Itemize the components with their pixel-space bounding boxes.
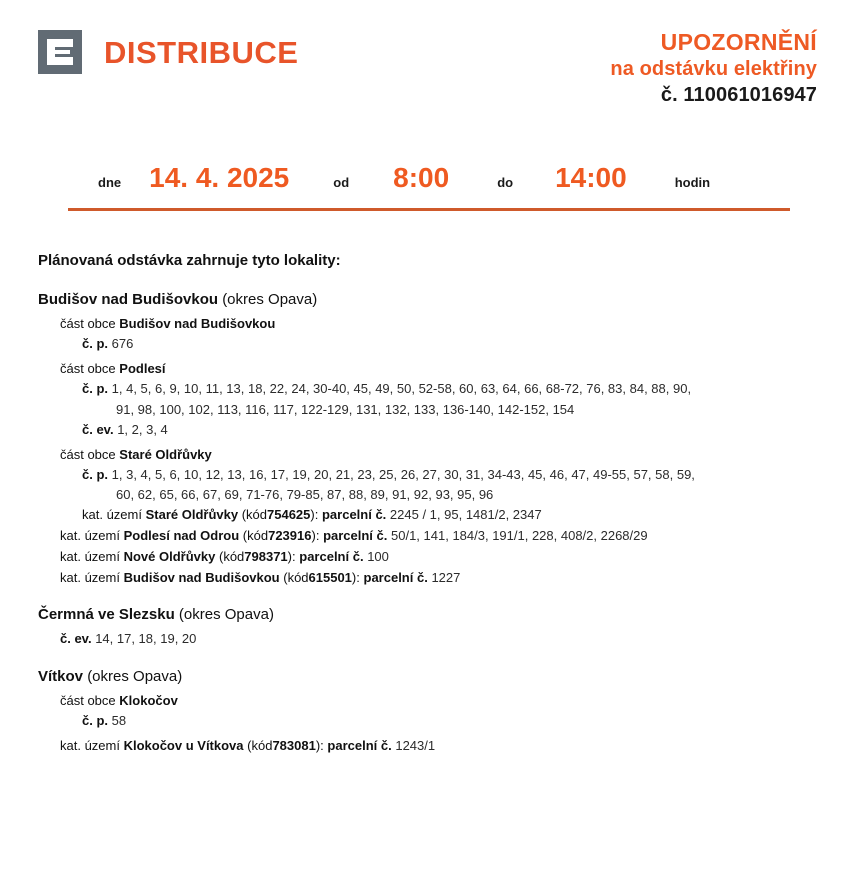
municipality-name: Vítkov bbox=[38, 667, 84, 685]
cadastral-name: Budišov nad Budišovkou bbox=[123, 569, 280, 585]
entry-label: č. ev. bbox=[60, 631, 92, 647]
cadastral-code-close: ): bbox=[287, 548, 296, 564]
lead-text: Plánovaná odstávka zahrnuje tyto lokality: bbox=[38, 252, 341, 269]
cadastral-name: Podlesí nad Odrou bbox=[123, 528, 240, 544]
notice-subheading: na odstávku elektřiny bbox=[610, 58, 817, 81]
parcel-values: 1243/1 bbox=[395, 737, 436, 753]
cadastral-code: 615501 bbox=[308, 569, 352, 585]
cadastral-name: Klokočov u Vítkova bbox=[123, 737, 244, 753]
entry-values-continued: 60, 62, 65, 66, 67, 69, 71-76, 79-85, 87, 88, 89, 91, 92, 93, 95, 96 bbox=[116, 487, 494, 503]
entry-values: 1, 3, 4, 5, 6, 10, 12, 13, 16, 17, 19, 20, 21, 23, 25, 26, 27, 30, 31, 34-43, 45, 46, 47, 49-55, 57, 58, 59, bbox=[111, 466, 695, 482]
brand-name: DISTRIBUCE bbox=[104, 34, 299, 70]
entry-label: č. p. bbox=[82, 336, 109, 352]
brand-lockup bbox=[38, 30, 298, 74]
cadastral-area-row bbox=[60, 526, 828, 547]
entry-values: 1, 2, 3, 4 bbox=[117, 421, 168, 437]
entry-values: 14, 17, 18, 19, 20 bbox=[95, 631, 197, 647]
entry-label: č. p. bbox=[82, 466, 109, 482]
municipality-district: (okres Opava) bbox=[222, 291, 318, 308]
parcel-label: parcelní č. bbox=[323, 528, 388, 544]
part-label: část obce bbox=[60, 361, 116, 377]
date-label: dne bbox=[98, 175, 122, 190]
municipality-block bbox=[38, 291, 828, 588]
notice-heading: UPOZORNĚNÍ bbox=[660, 29, 817, 55]
cadastral-code-label: (kód bbox=[242, 528, 269, 544]
part-heading bbox=[60, 314, 828, 334]
parcel-values: 100 bbox=[367, 548, 389, 564]
part-name: Budišov nad Budišovkou bbox=[119, 316, 276, 331]
cadastral-code: 723916 bbox=[268, 528, 312, 544]
part-heading bbox=[60, 359, 828, 379]
registration-number-entry bbox=[82, 420, 828, 440]
cadastral-label: kat. území bbox=[60, 737, 120, 753]
parcel-values: 2245 / 1, 95, 1481/2, 2347 bbox=[389, 507, 542, 523]
cadastral-label: kat. území bbox=[60, 528, 120, 544]
cadastral-code-label: (kód bbox=[247, 737, 273, 753]
entry-label: č. ev. bbox=[82, 421, 114, 437]
part-label: část obce bbox=[60, 692, 116, 708]
cadastral-code-label: (kód bbox=[241, 507, 268, 523]
cadastral-code-close: ): bbox=[315, 737, 324, 753]
municipality-heading bbox=[38, 291, 828, 308]
parcel-label: parcelní č. bbox=[299, 548, 364, 564]
notice-number: č. 110061016947 bbox=[660, 84, 817, 107]
outage-date: 14. 4. 2025 bbox=[149, 162, 290, 193]
cez-e-logo-icon bbox=[38, 30, 82, 74]
to-label: do bbox=[497, 175, 514, 190]
part-label: část obce bbox=[60, 316, 116, 331]
cadastral-code: 798371 bbox=[244, 548, 288, 564]
house-number-entry bbox=[82, 465, 828, 505]
cadastral-code-close: ): bbox=[310, 507, 319, 523]
cadastral-area-row bbox=[60, 568, 828, 589]
cadastral-code-label: (kód bbox=[283, 569, 309, 585]
part-name: Klokočov bbox=[119, 692, 178, 708]
hours-label: hodin bbox=[674, 175, 711, 190]
part-name: Podlesí bbox=[119, 361, 166, 377]
part-name: Staré Oldřůvky bbox=[119, 446, 212, 462]
entry-values: 676 bbox=[111, 336, 134, 352]
parcel-label: parcelní č. bbox=[363, 569, 428, 585]
cadastral-code-close: ): bbox=[351, 569, 360, 585]
part-label: část obce bbox=[60, 446, 116, 462]
notice-title-block bbox=[610, 28, 817, 109]
cadastral-area-row bbox=[60, 736, 828, 757]
document-header bbox=[0, 0, 849, 135]
registration-number-entry bbox=[60, 629, 828, 649]
cadastral-label: kat. území bbox=[82, 507, 142, 523]
cadastral-code-close: ): bbox=[311, 528, 320, 544]
parcel-label: parcelní č. bbox=[327, 737, 392, 753]
locality-list bbox=[38, 252, 828, 759]
house-number-entry bbox=[82, 711, 828, 731]
cadastral-code: 783081 bbox=[272, 737, 316, 753]
municipality-name: Budišov nad Budišovkou bbox=[38, 291, 219, 308]
outage-schedule-bar bbox=[68, 162, 790, 211]
house-number-entry bbox=[82, 334, 828, 354]
cadastral-code-label: (kód bbox=[218, 548, 245, 564]
cadastral-code: 754625 bbox=[267, 507, 311, 523]
cadastral-label: kat. území bbox=[60, 569, 120, 585]
entry-values: 1, 4, 5, 6, 9, 10, 11, 13, 18, 22, 24, 30-40, 45, 49, 50, 52-58, 60, 63, 64, 66, 68-72, 76, 83, 84, 88, 90, bbox=[111, 381, 692, 397]
municipality-district: (okres Opava) bbox=[178, 606, 274, 624]
entry-values-continued: 91, 98, 100, 102, 113, 116, 117, 122-129, 131, 132, 133, 136-140, 142-152, 154 bbox=[116, 401, 575, 417]
entry-values: 58 bbox=[111, 712, 127, 728]
parcel-label: parcelní č. bbox=[321, 507, 387, 523]
part-heading bbox=[60, 691, 828, 711]
municipality-name: Čermná ve Slezsku bbox=[38, 606, 175, 624]
cadastral-label: kat. území bbox=[60, 548, 120, 564]
outage-start-time: 8:00 bbox=[393, 162, 450, 193]
cadastral-area-row bbox=[82, 505, 828, 526]
cadastral-area-row bbox=[60, 547, 828, 568]
municipality-block bbox=[38, 606, 828, 649]
entry-label: č. p. bbox=[82, 712, 109, 728]
municipality-district: (okres Opava) bbox=[87, 667, 183, 685]
house-number-entry bbox=[82, 379, 828, 419]
parcel-values: 50/1, 141, 184/3, 191/1, 228, 408/2, 2268/29 bbox=[391, 528, 648, 544]
cadastral-name: Nové Oldřůvky bbox=[123, 548, 216, 564]
municipality-heading bbox=[38, 668, 828, 685]
municipality-block bbox=[38, 668, 828, 757]
outage-end-time: 14:00 bbox=[555, 162, 627, 193]
parcel-values: 1227 bbox=[431, 569, 461, 585]
entry-label: č. p. bbox=[82, 381, 109, 397]
from-label: od bbox=[333, 175, 350, 190]
municipality-heading bbox=[38, 606, 828, 623]
cadastral-name: Staré Oldřůvky bbox=[145, 507, 239, 523]
part-heading bbox=[60, 445, 828, 465]
